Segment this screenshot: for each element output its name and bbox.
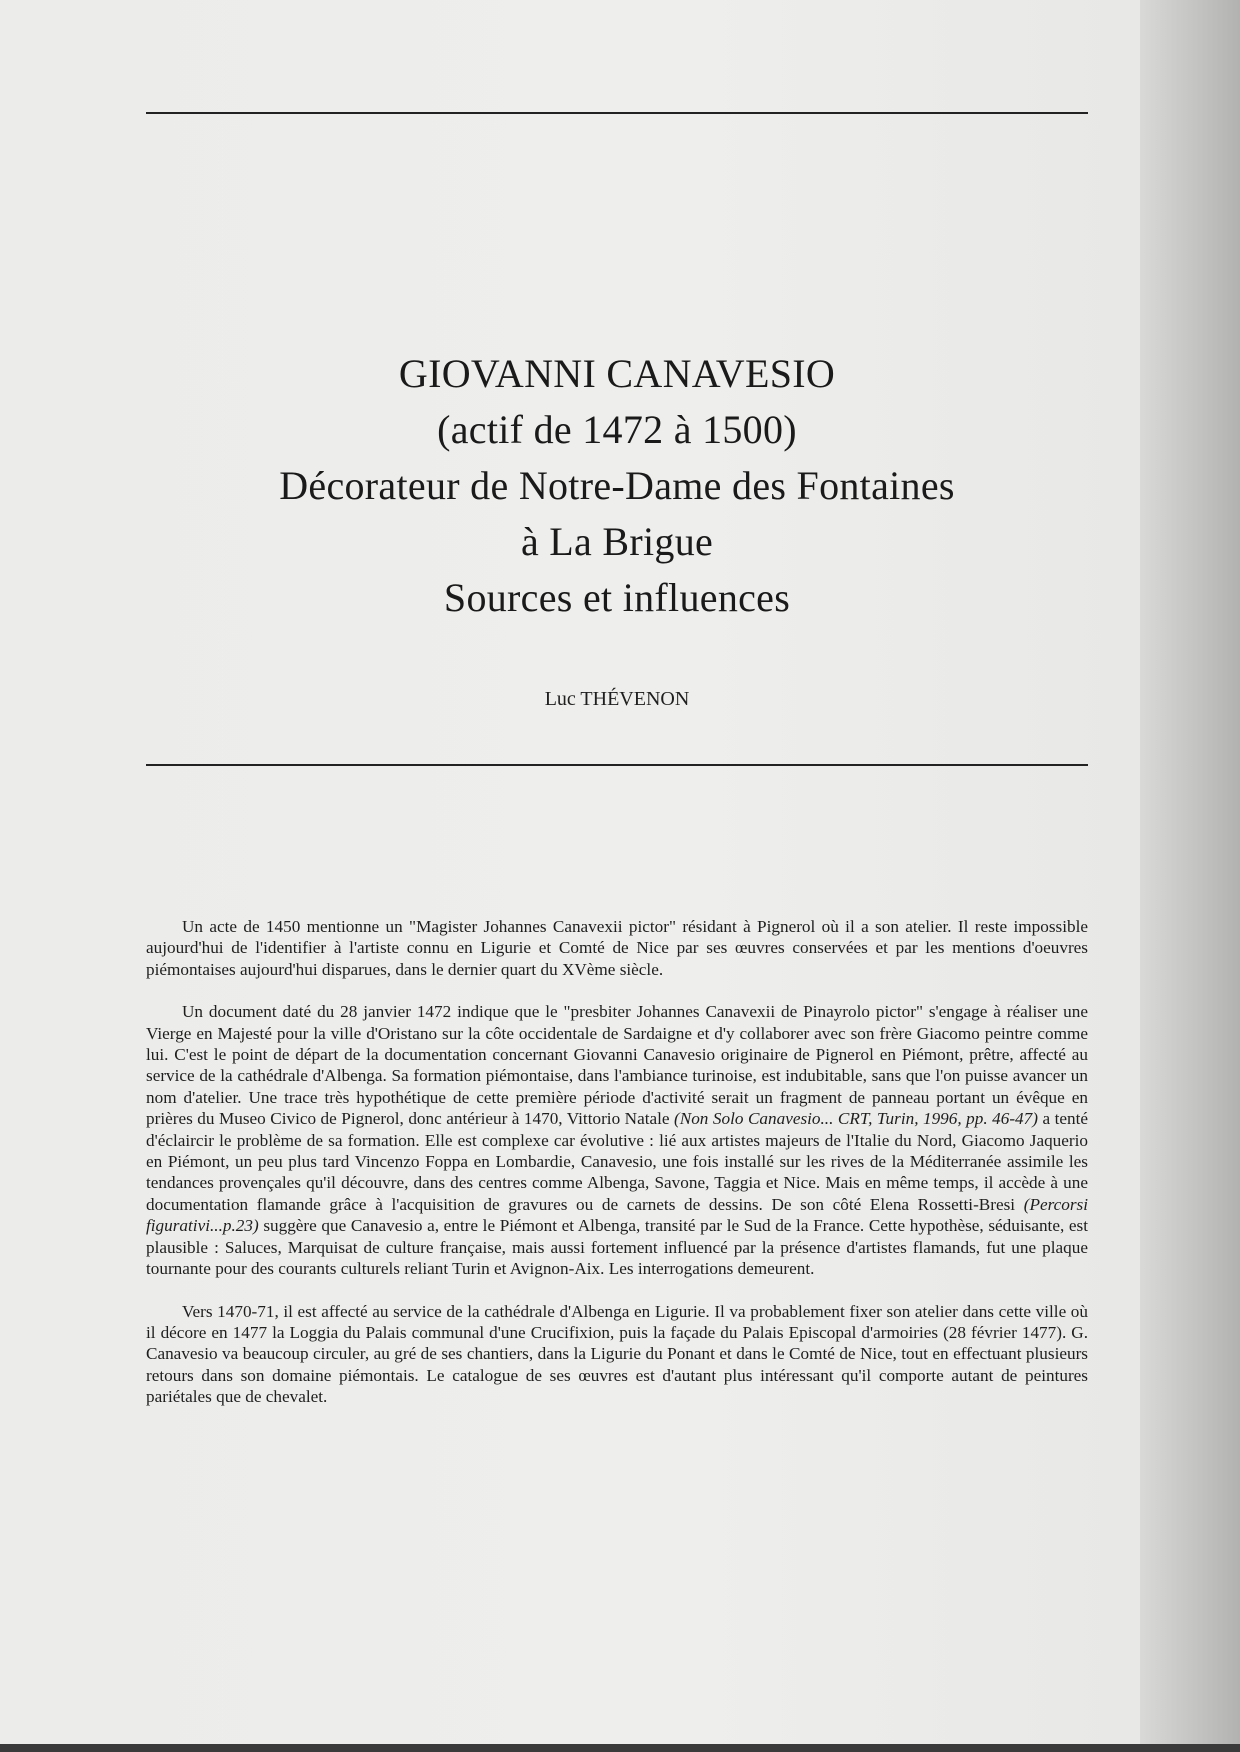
reference-natale: (Non Solo Canavesio... CRT, Turin, 1996, pp. 46-47)	[674, 1109, 1038, 1129]
title-line-artist: GIOVANNI CANAVESIO	[398, 351, 836, 396]
paragraph-1: Un acte de 1450 mentionne un "Magister Johannes Canavexii pictor" résidant à Pignerol où il a son atelier. Il reste impossible aujourd'hui de l'identifier à l'artiste connu en Ligurie et Comté de Nice par ses œuvres conservées et par les mentions d'oeuvres piémontaises aujourd'hui disparues, dans le dernier quart du XVème siècle.	[146, 917, 1088, 979]
book-gutter-shadow	[1140, 0, 1240, 1752]
top-rule	[146, 112, 1088, 114]
author-name: Luc THÉVENON	[544, 688, 690, 710]
article-body	[146, 916, 1088, 1429]
paragraph-2-part-a: Un document daté du 28 janvier 1472 indique que le "presbiter Johannes Canavexii de Pinayrolo pictor" s'engage à réaliser une Vierge en Majesté pour la ville d'Oristano sur la côte occidentale de Sardaigne et d'y collaborer avec son frère Giacomo peintre comme lui. C'est le point de départ de la documentation concernant Giovanni Canavesio originaire de Pignerol en Piémont, prêtre, affecté au service de la cathédrale d'Albenga. Sa formation piémontaise, dans l'ambiance turinoise, est indubitable, sans que l'on puisse avancer un nom d'atelier. Une trace très hypothétique de cette première période d'activité serait un fragment de panneau portant un évêque en prières du Museo Civico de Pignerol, donc antérieur à 1470, Vittorio Natale	[146, 1002, 1088, 1129]
article-title	[146, 346, 1088, 626]
bottom-rule	[146, 764, 1088, 766]
title-line-role: Décorateur de Notre-Dame des Fontaines	[279, 463, 955, 508]
paragraph-2-part-b: a tenté d'éclaircir le problème de sa formation. Elle est complexe car évolutive : lié aux artistes majeurs de l'Italie du Nord, Giacomo Jaquerio en Piémont, un peu plus tard Vincenzo Foppa en Lombardie, Canavesio, une fois installé sur les rives de la Méditerranée assimile les tendances provençales qu'il découvre, dans des centres comme Albenga, Savone, Taggia et Nice. Mais en même temps, il accède à une documentation flamande grâce à l'acquisition de gravures ou de carnets de dessins. De son côté Elena Rossetti-Bresi	[146, 1109, 1088, 1214]
paragraph-2-part-c: suggère que Canavesio a, entre le Piémont et Albenga, transité par le Sud de la France. Cette hypothèse, séduisante, est plausible : Saluces, Marquisat de culture française, mais aussi fortement influencé par la présence d'artistes flamands, fut une plaque tournante pour des courants culturels reliant Turin et Avignon-Aix. Les interrogations demeurent.	[146, 1216, 1088, 1279]
title-line-place: à La Brigue	[520, 519, 714, 564]
title-line-subtitle: Sources et influences	[443, 575, 791, 620]
paragraph-3: Vers 1470-71, il est affecté au service de la cathédrale d'Albenga en Ligurie. Il va probablement fixer son atelier dans cette ville où il décore en 1477 la Loggia du Palais communal d'une Crucifixion, puis la façade du Palais Episcopal d'armoiries (28 février 1477). G. Canavesio va beaucoup circuler, au gré de ses chantiers, dans la Ligurie du Ponant et dans le Comté de Nice, tout en effectuant plusieurs retours dans son domaine piémontais. Le catalogue de ses œuvres est d'autant plus intéressant qu'il comporte autant de peintures pariétales que de chevalet.	[146, 1301, 1088, 1407]
paragraph-2	[146, 1001, 1088, 1279]
reference-rossetti-bresi: (Percorsi figurativi...p.23)	[146, 1194, 1088, 1236]
title-line-dates: (actif de 1472 à 1500)	[437, 407, 797, 452]
scan-bottom-edge	[0, 1744, 1240, 1752]
